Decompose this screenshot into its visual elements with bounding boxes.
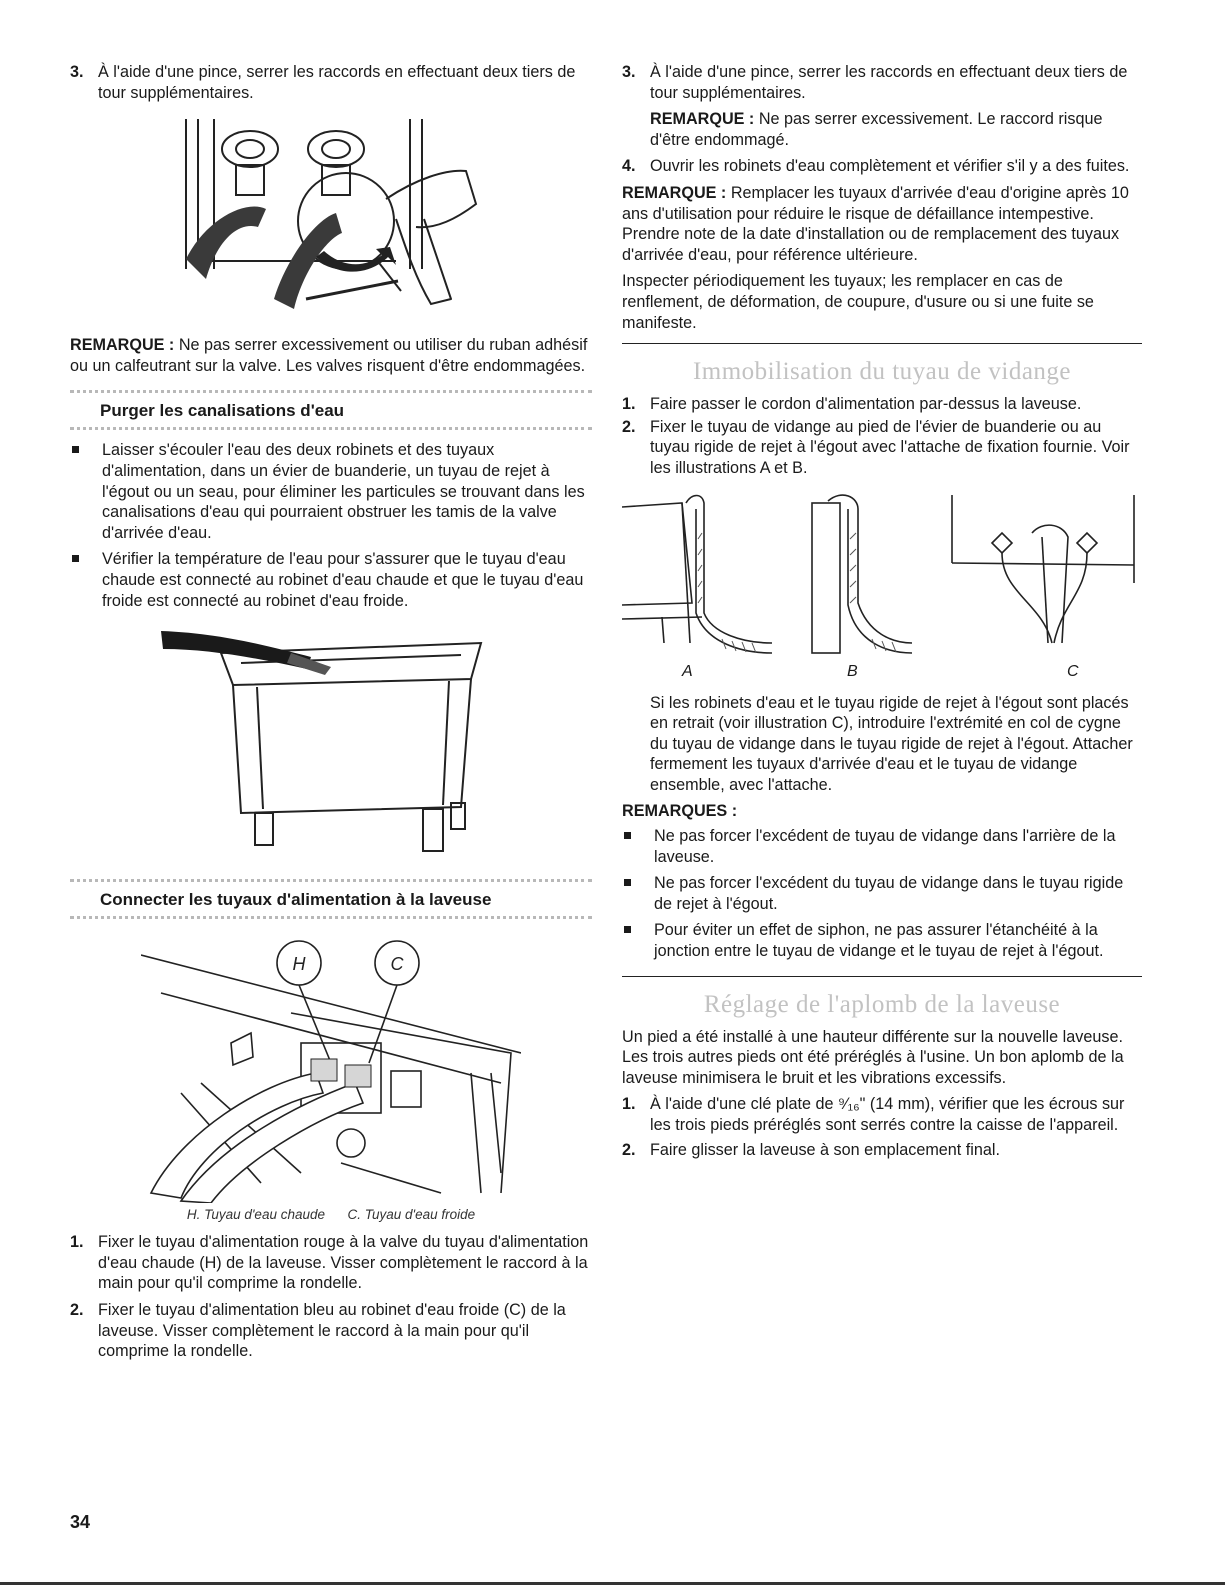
step-text: Fixer le tuyau de vidange au pied de l'évier de buanderie ou au tuyau rigide de rejet à l'égout avec l'attache de fixation fournie. Voir les illustrations A et B. (650, 417, 1130, 477)
step-number: 4. (622, 157, 636, 176)
drain-section-title: Immobilisation du tuyau de vidange (692, 358, 1072, 386)
remark-paragraph (70, 335, 592, 376)
connect-step-1 (70, 1232, 592, 1294)
label-c: C (1067, 662, 1079, 680)
bullet-text: Ne pas forcer l'excédent de tuyau de vidange dans l'arrière de la laveuse. (654, 827, 1116, 866)
remark-label: REMARQUE : (70, 336, 175, 355)
step-text: Fixer le tuyau d'alimentation bleu au robinet d'eau froide (C) de la laveuse. Visser complètement le raccord à la main pour qu'il comprime la rondelle. (98, 1300, 566, 1361)
inspect-paragraph: Inspecter périodiquement les tuyaux; les remplacer en cas de renflement, de déformation, de coupure, d'usure ou si une fuite se manifeste. (622, 272, 1094, 332)
leveling-section-title: Réglage de l'aplomb de la laveuse (703, 990, 1061, 1018)
right-column (622, 62, 1142, 1160)
connect-heading: Connecter les tuyaux d'alimentation à la laveuse (100, 890, 492, 910)
bullet-text: Pour éviter un effet de siphon, ne pas assurer l'étanchéité à la jonction entre le tuyau de vidange et le tuyau de rejet à l'égout. (654, 921, 1104, 961)
connect-step-2 (70, 1300, 592, 1362)
hose-remark (622, 183, 1142, 265)
step-text: Faire passer le cordon d'alimentation par-dessus la laveuse. (650, 395, 1082, 414)
step-text: Faire glisser la laveuse à son emplacement final. (650, 1140, 1000, 1159)
step-3-left (70, 62, 592, 103)
washer-inlet-illustration (141, 933, 521, 1203)
laundry-tub-illustration (161, 623, 501, 863)
bullet-icon (624, 926, 631, 933)
bullet-icon (624, 879, 631, 886)
label-a: A (682, 662, 693, 680)
leveling-step-2 (622, 1140, 1142, 1161)
remark-text: Ne pas serrer excessivement ou utiliser du ruban adhésif ou un calfeutrant sur la valve. Les valves risquent d'être endommagées. (70, 336, 588, 375)
step-text: Fixer le tuyau d'alimentation rouge à la valve du tuyau d'alimentation d'eau chaude (H) de la laveuse. Visser complètement le raccord à la main pour qu'il comprime la rondelle. (98, 1233, 589, 1293)
bullet-icon (72, 555, 79, 562)
step-number: 1. (622, 1095, 636, 1114)
purge-bullet-1 (70, 440, 592, 543)
step-4-right (622, 156, 1142, 177)
drain-step-2 (622, 417, 1142, 479)
offset-paragraph: Si les robinets d'eau et le tuyau rigide de rejet à l'égout sont placés en retrait (voir illustration C), introduire l'extrémité en col de cygne du tuyau de vidange dans le tuyau rigide de rejet à l'égout. Attacher fermement les tuyaux d'arrivée d'eau et le tuyau de vidange ensemble, avec l'attache. (650, 693, 1133, 794)
step-number: 3. (622, 63, 636, 81)
bullet-text: Laisser s'écouler l'eau des deux robinets et des tuyaux d'alimentation, dans un évier de buanderie, un tuyau de rejet à l'égout ou un seau, pour éliminer les particules se trouvant dans les canalisations d'eau qui pourraient obstruer les tamis de la valve d'arrivée d'eau. (102, 441, 585, 542)
section-divider (622, 976, 1142, 977)
left-column (70, 62, 592, 1362)
purge-bullet-2 (70, 549, 592, 611)
step-text: À l'aide d'une pince, serrer les raccords en effectuant deux tiers de tour supplémentaires. (98, 63, 576, 102)
figure-letter-labels (622, 663, 1142, 687)
pliers-faucet-illustration (166, 109, 496, 331)
step-3-right (622, 62, 1142, 103)
bullet-text: Ne pas forcer l'excédent du tuyau de vidange dans le tuyau rigide de rejet à l'égout. (654, 874, 1124, 913)
step-text: À l'aide d'une clé plate de ⁹⁄₁₆" (14 mm), vérifier que les écrous sur les trois pieds préréglés sont serrés contre la caisse de l'appareil. (650, 1095, 1125, 1134)
label-h: H (292, 954, 306, 975)
label-b: B (847, 662, 858, 680)
connect-heading-bar (70, 879, 592, 919)
remarks-bullet-2 (622, 873, 1142, 914)
bullet-icon (624, 832, 631, 839)
purge-heading-bar (70, 390, 592, 430)
purge-heading: Purger les canalisations d'eau (100, 401, 345, 421)
remark-label: REMARQUE : (622, 183, 727, 202)
leveling-step-1 (622, 1094, 1142, 1135)
section-divider (622, 343, 1142, 344)
bullet-icon (72, 446, 79, 453)
drain-step-1 (622, 394, 1142, 415)
drain-hose-illustrations (622, 493, 1142, 663)
remarks-bullet-1 (622, 826, 1142, 867)
step-number: 3. (70, 63, 84, 81)
step-number: 1. (70, 1233, 84, 1252)
bullet-text: Vérifier la température de l'eau pour s'assurer que le tuyau d'eau chaude est connecté au robinet d'eau chaude et que le tuyau d'eau froide est connecté au robinet d'eau froide. (102, 550, 584, 610)
step-number: 2. (70, 1300, 84, 1319)
step-number: 2. (622, 1140, 636, 1159)
step-number: 1. (622, 395, 636, 414)
remark-label: REMARQUE : (650, 110, 755, 129)
leveling-intro: Un pied a été installé à une hauteur différente sur la nouvelle laveuse. Les trois autres pieds ont été préréglés à l'usine. Un bon aplomb de la laveuse minimisera le bruit et les vibrations excessifs. (622, 1027, 1124, 1087)
remarks-heading: REMARQUES : (622, 802, 738, 821)
label-c: C (390, 954, 404, 975)
step-number: 2. (622, 417, 636, 436)
remark-text: Ne pas serrer excessivement. Le raccord risque d'être endommagé. (650, 110, 1103, 149)
remarks-bullet-3 (622, 920, 1142, 961)
step-text: À l'aide d'une pince, serrer les raccords en effectuant deux tiers de tour supplémentaires. (650, 63, 1128, 102)
remark-text: Remplacer les tuyaux d'arrivée d'eau d'origine après 10 ans d'utilisation pour réduire le risque de défaillance intempestive. Prendre note de la date d'installation ou de remplacement des tuyaux d'arrivée d'eau, pour référence ultérieure. (622, 183, 1129, 264)
step-text: Ouvrir les robinets d'eau complètement et vérifier s'il y a des fuites. (650, 157, 1130, 176)
step-3-remark (622, 109, 1142, 150)
page-number: 34 (70, 1512, 91, 1532)
inlet-caption: H. Tuyau d'eau chaude C. Tuyau d'eau froide (186, 1207, 476, 1223)
